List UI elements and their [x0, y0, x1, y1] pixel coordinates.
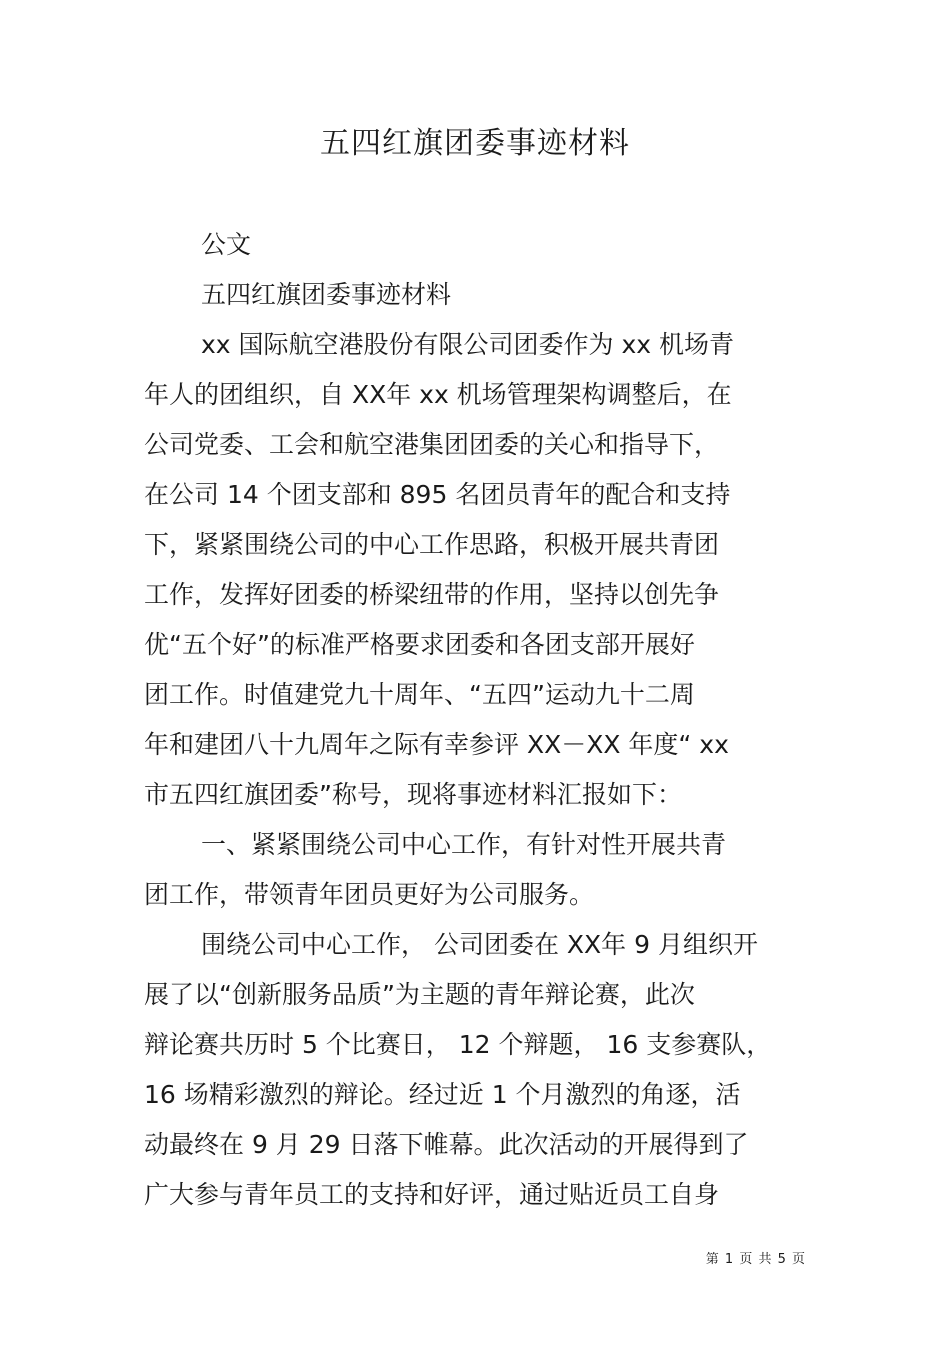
- body-line: 一、紧紧围绕公司中心工作，有针对性开展共青: [201, 830, 727, 859]
- body-line: 广大参与青年员工的支持和好评，通过贴近员工自身: [144, 1180, 720, 1209]
- document-title: 五四红旗团委事迹材料: [320, 126, 630, 161]
- body-line: 16 场精彩激烈的辩论。经过近 1 个月激烈的角逐，活: [144, 1080, 741, 1109]
- body-line: 年人的团组织，自 XX年 xx 机场管理架构调整后，在: [144, 380, 732, 409]
- body-line: 围绕公司中心工作， 公司团委在 XX年 9 月组织开: [201, 930, 758, 959]
- body-line: 下，紧紧围绕公司的中心工作思路，积极开展共青团: [144, 530, 720, 559]
- body-line: 公司党委、工会和航空港集团团委的关心和指导下，: [144, 430, 720, 459]
- body-line: 五四红旗团委事迹材料: [201, 280, 452, 309]
- body-line: 展了以“创新服务品质”为主题的青年辩论赛，此次: [144, 980, 695, 1009]
- document-body: [144, 220, 824, 1220]
- body-line: 工作，发挥好团委的桥梁纽带的作用，坚持以创先争: [144, 580, 720, 609]
- body-line: 团工作，带领青年团员更好为公司服务。: [144, 880, 595, 909]
- body-line: 动最终在 9 月 29 日落下帷幕。此次活动的开展得到了: [144, 1130, 749, 1159]
- body-line: xx 国际航空港股份有限公司团委作为 xx 机场青: [201, 330, 735, 359]
- body-line: 年和建团八十九周年之际有幸参评 XX－XX 年度“ xx: [144, 730, 729, 759]
- page-number-footer: 第 1 页 共 5 页: [705, 1252, 806, 1267]
- body-line: 在公司 14 个团支部和 895 名团员青年的配合和支持: [144, 480, 731, 509]
- body-line: 优“五个好”的标准严格要求团委和各团支部开展好: [144, 630, 695, 659]
- body-line: 市五四红旗团委”称号，现将事迹材料汇报如下：: [144, 780, 682, 809]
- body-line: 团工作。时值建党九十周年、“五四”运动九十二周: [144, 680, 695, 709]
- body-line: 辩论赛共历时 5 个比赛日， 12 个辩题， 16 支参赛队，: [144, 1030, 772, 1059]
- body-line: 公文: [201, 230, 252, 259]
